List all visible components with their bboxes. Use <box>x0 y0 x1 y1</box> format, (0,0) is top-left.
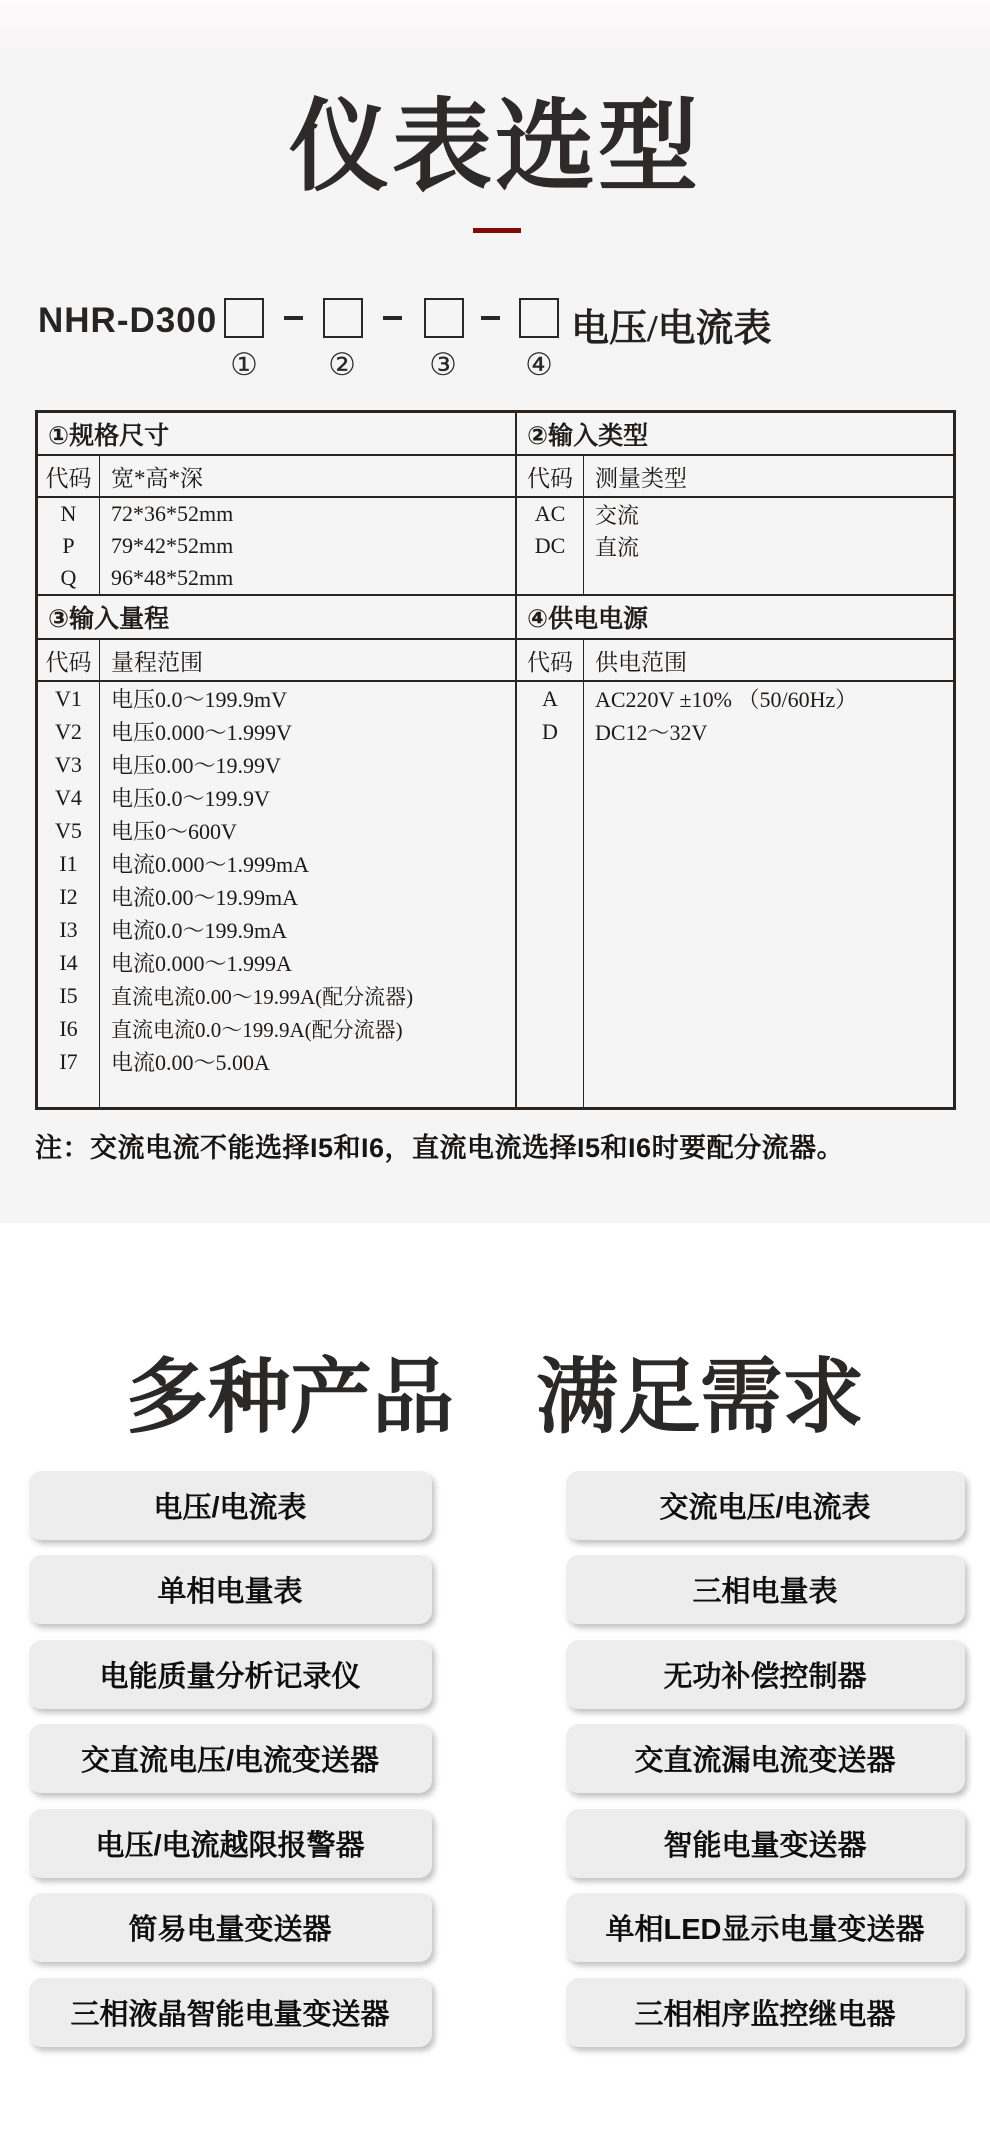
value-cell-empty <box>584 1045 953 1078</box>
product-button-smart-transmitter[interactable]: 智能电量变送器 <box>565 1808 965 1878</box>
value-cell: 电压0.000～1.999V <box>111 720 292 745</box>
col-header-supply-range: 供电范围 <box>595 649 687 675</box>
value-cell-empty <box>584 880 953 913</box>
data-rows-bottom <box>38 682 953 1078</box>
product-button-reactive-compensation-controller[interactable]: 无功补偿控制器 <box>565 1639 965 1709</box>
value-cell-empty <box>584 946 953 979</box>
value-cell: 电压0.0～199.9mV <box>111 687 288 712</box>
value-cell-empty <box>584 847 953 880</box>
value-cell: 交流 <box>595 502 640 528</box>
model-dash-1 <box>284 316 303 320</box>
position-marker-2: ② <box>328 347 356 382</box>
code-cell: I1 <box>38 847 100 880</box>
col-header-code: 代码 <box>38 640 100 680</box>
value-cell: 电压0.00～19.99V <box>111 753 281 778</box>
value-cell-empty <box>584 913 953 946</box>
code-cell: I5 <box>38 979 100 1012</box>
code-cell-empty <box>515 913 584 946</box>
section-title-input-range: ③输入量程 <box>48 605 170 633</box>
code-cell: I2 <box>38 880 100 913</box>
code-cell-empty <box>515 880 584 913</box>
code-cell-empty <box>515 748 584 781</box>
value-cell: 电流0.00～19.99mA <box>111 885 299 910</box>
code-cell-empty <box>38 1078 100 1107</box>
value-cell: DC12～32V <box>595 720 708 745</box>
code-cell: V5 <box>38 814 100 847</box>
code-cell: DC <box>515 530 584 562</box>
product-button-leakage-current-transmitter[interactable]: 交直流漏电流变送器 <box>565 1723 965 1793</box>
model-option-box-1 <box>224 298 264 338</box>
selection-table <box>35 410 956 1110</box>
section-header-row-1 <box>38 413 953 456</box>
value-cell: 电压0～600V <box>111 819 237 844</box>
column-header-row-2 <box>38 640 953 682</box>
value-cell: 直流电流0.00～19.99A(配分流器) <box>111 984 414 1009</box>
col-header-measure-type: 测量类型 <box>595 465 687 491</box>
value-cell-empty <box>584 1012 953 1045</box>
product-button-voltage-current-meter[interactable]: 电压/电流表 <box>28 1470 432 1540</box>
col-header-code: 代码 <box>515 456 584 496</box>
product-button-simple-transmitter[interactable]: 简易电量变送器 <box>28 1892 432 1962</box>
value-cell: 电流0.00～5.00A <box>111 1050 270 1075</box>
product-button-three-phase-meter[interactable]: 三相电量表 <box>565 1554 965 1624</box>
code-cell: I3 <box>38 913 100 946</box>
code-cell: V4 <box>38 781 100 814</box>
value-cell: 直流电流0.0～199.9A(配分流器) <box>111 1017 403 1042</box>
code-cell-empty <box>515 946 584 979</box>
value-cell: 电压0.0～199.9V <box>111 786 270 811</box>
products-heading: 多种产品 满足需求 <box>125 1352 864 1443</box>
col-header-code: 代码 <box>38 456 100 496</box>
code-cell: N <box>38 498 100 530</box>
code-cell-empty <box>515 847 584 880</box>
code-cell: V1 <box>38 682 100 715</box>
value-cell-empty <box>584 748 953 781</box>
model-dash-3 <box>481 316 500 320</box>
code-cell: P <box>38 530 100 562</box>
code-cell-empty <box>515 979 584 1012</box>
position-marker-1: ① <box>230 347 258 382</box>
value-cell-empty <box>584 781 953 814</box>
product-button-ac-voltage-current-meter[interactable]: 交流电压/电流表 <box>565 1470 965 1540</box>
value-cell: 96*48*52mm <box>111 565 234 590</box>
col-header-code: 代码 <box>515 640 584 680</box>
col-header-dimensions: 宽*高*深 <box>111 465 203 491</box>
section-header-row-2 <box>38 594 953 640</box>
model-suffix: 电压/电流表 <box>571 308 772 350</box>
table-filler-row <box>38 1078 953 1107</box>
column-header-row-1 <box>38 456 953 498</box>
accent-divider <box>473 228 521 233</box>
page-title: 仪表选型 <box>289 91 701 203</box>
product-button-single-phase-led-transmitter[interactable]: 单相LED显示电量变送器 <box>565 1892 965 1962</box>
note-text: 注：交流电流不能选择I5和I6，直流电流选择I5和I6时要配分流器。 <box>35 1133 845 1163</box>
code-cell: V2 <box>38 715 100 748</box>
code-cell: Q <box>38 562 100 594</box>
position-marker-3: ③ <box>429 347 457 382</box>
model-option-box-2 <box>323 298 363 338</box>
value-cell: 电流0.000～1.999A <box>111 951 292 976</box>
model-dash-2 <box>383 316 402 320</box>
code-cell: D <box>515 715 584 748</box>
col-header-range: 量程范围 <box>111 649 203 675</box>
value-cell-empty <box>584 814 953 847</box>
value-cell: 72*36*52mm <box>111 501 234 526</box>
data-rows-top <box>38 498 953 594</box>
section-title-power-supply: ④供电电源 <box>515 596 953 638</box>
product-button-single-phase-meter[interactable]: 单相电量表 <box>28 1554 432 1624</box>
code-cell-empty <box>515 781 584 814</box>
value-cell: 直流 <box>595 534 640 560</box>
model-option-box-4 <box>519 298 559 338</box>
value-cell-empty <box>584 1078 953 1107</box>
code-cell: V3 <box>38 748 100 781</box>
model-option-box-3 <box>424 298 464 338</box>
code-cell: AC <box>515 498 584 530</box>
code-cell-empty <box>515 814 584 847</box>
code-cell-empty <box>515 1078 584 1107</box>
value-cell-empty <box>584 562 953 594</box>
value-cell: AC220V ±10% （50/60Hz） <box>595 687 858 712</box>
code-cell: A <box>515 682 584 715</box>
value-cell: 电流0.000～1.999mA <box>111 852 310 877</box>
value-cell-empty <box>584 979 953 1012</box>
section-title-input-type: ②输入类型 <box>515 413 953 454</box>
product-button-phase-sequence-relay[interactable]: 三相相序监控继电器 <box>565 1977 965 2047</box>
value-cell-empty <box>100 1078 515 1107</box>
value-cell: 电流0.0～199.9mA <box>111 918 288 943</box>
value-cell: 79*42*52mm <box>111 533 234 558</box>
product-button-acdc-transmitter[interactable]: 交直流电压/电流变送器 <box>28 1723 432 1793</box>
code-cell-empty <box>515 1045 584 1078</box>
code-cell-empty <box>515 1012 584 1045</box>
position-marker-4: ④ <box>525 347 553 382</box>
code-cell: I7 <box>38 1045 100 1078</box>
product-button-limit-alarm[interactable]: 电压/电流越限报警器 <box>28 1808 432 1878</box>
section-title-size: ①规格尺寸 <box>48 421 170 450</box>
code-cell: I6 <box>38 1012 100 1045</box>
product-button-three-phase-lcd-transmitter[interactable]: 三相液晶智能电量变送器 <box>28 1977 432 2047</box>
product-button-power-quality-recorder[interactable]: 电能质量分析记录仪 <box>28 1639 432 1709</box>
code-cell: I4 <box>38 946 100 979</box>
code-cell-empty <box>515 562 584 594</box>
model-code: NHR-D300 <box>38 301 218 340</box>
